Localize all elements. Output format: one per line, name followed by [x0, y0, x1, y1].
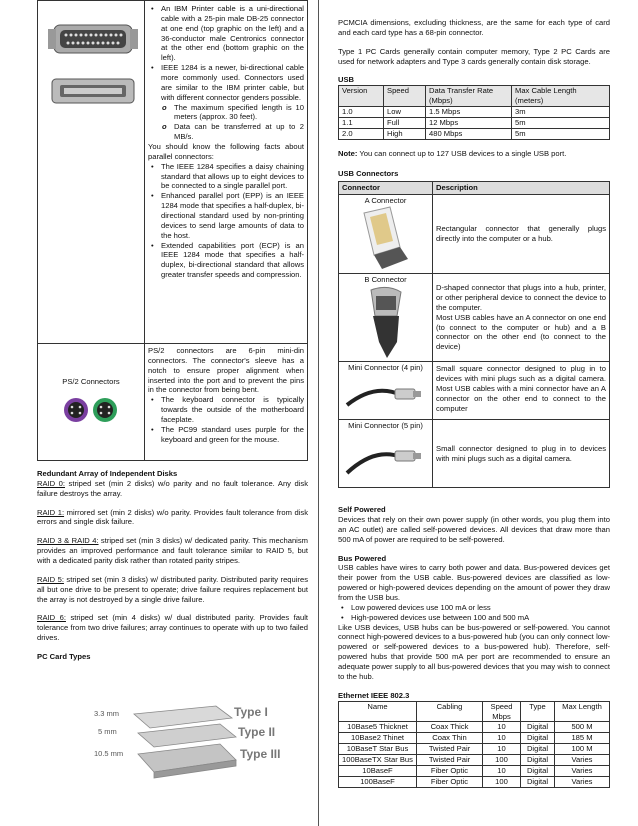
usb-title: USB	[338, 75, 355, 85]
usb-a-connector-image	[356, 207, 416, 271]
table-cell: 12 Mbps	[426, 117, 512, 128]
table-cell: 1.1	[339, 117, 384, 128]
note-text: You can connect up to 127 USB devices to a single USB port.	[357, 148, 567, 158]
table-header: Name	[339, 701, 417, 722]
table-cell: 100	[483, 776, 521, 787]
table-cell: Full	[384, 117, 426, 128]
note-label: Note:	[338, 148, 358, 158]
table-header: Cabling	[417, 701, 483, 722]
usb-mini-4pin-connector-image	[345, 375, 425, 415]
table-cell: Varies	[555, 765, 610, 776]
ps2-connector-image	[63, 396, 119, 424]
raid-text: striped set (min 2 disks) w/o parity and no fault tolerance. Any disk failure destroys the array.	[37, 478, 308, 498]
table-cell: 10	[483, 722, 521, 733]
pccard-title: PC Card Types	[37, 652, 91, 662]
ethernet-title: Ethernet IEEE 802.3	[338, 690, 410, 700]
pc-card-types-figure	[94, 702, 281, 802]
table-row	[339, 754, 610, 765]
table-cell: Digital	[521, 765, 555, 776]
connector-cell	[339, 274, 433, 362]
ethernet-section	[338, 691, 610, 788]
table-cell: Digital	[521, 722, 555, 733]
connector-cell	[339, 195, 433, 274]
raid-term: RAID 3 & RAID 4:	[37, 536, 99, 546]
bullet: • IEEE 1284 is a newer, bi-directional cable more commonly used. Connectors used are similar to the IBM printer cable, but with different connector genders possible.	[148, 63, 304, 102]
table-header: Max Cable Length (meters)	[512, 86, 610, 107]
pccard-paragraph: PCMCIA dimensions, excluding thickness, are the same for each type of card and each card type has a 68-pin connector.	[338, 18, 610, 37]
left-column	[37, 0, 308, 761]
table-row	[339, 765, 610, 776]
table-header: Description	[433, 182, 610, 195]
table-cell: Digital	[521, 754, 555, 765]
parallel-text-cell	[145, 1, 308, 344]
table-cell: Twisted Pair	[417, 754, 483, 765]
table-cell: Varies	[555, 754, 610, 765]
right-column	[338, 18, 610, 788]
centronics-connector-image	[52, 79, 134, 103]
bullet: • The keyboard connector is typically towards the outside of the motherboard faceplate.	[148, 395, 304, 425]
table-row	[339, 362, 610, 420]
raid-section	[37, 469, 308, 662]
bullet: • An IBM Printer cable is a uni-directional cable with a 25-pin male DB-25 connector at one end (top graphic on the left) and a 36-conductor male Centronics connector at the other end (bottom graphic on the left).	[148, 4, 304, 63]
table-cell: Coax Thick	[417, 722, 483, 733]
table-cell: 3m	[512, 107, 610, 118]
table-cell: 10	[483, 733, 521, 744]
table-cell: 1.0	[339, 107, 384, 118]
table-cell: 5m	[512, 117, 610, 128]
table-row	[339, 107, 610, 118]
self-powered-section	[338, 505, 610, 544]
table-cell: 480 Mbps	[426, 128, 512, 139]
raid-text: striped set (min 3 disks) w/ distributed parity. Distributed parity requires all but one drive to be present to operate; drive failure requires replacement but the array is not destroyed by a single drive failure.	[37, 574, 308, 604]
table-cell: Twisted Pair	[417, 744, 483, 755]
bullet: • The PC99 standard uses purple for the keyboard and green for the mouse.	[148, 425, 304, 445]
raid-term: RAID 6:	[37, 613, 66, 623]
table-cell: 10Base5 Thicknet	[339, 722, 417, 733]
table-cell: 10	[483, 744, 521, 755]
table-cell: Fiber Optic	[417, 765, 483, 776]
sub-bullet: o Data can be transferred at up to 2 MB/s.	[161, 122, 304, 142]
connector-cell	[339, 362, 433, 420]
table-row	[339, 776, 610, 787]
table-header: Max Length	[555, 701, 610, 722]
table-header: Version	[339, 86, 384, 107]
table-cell: 100BaseF	[339, 776, 417, 787]
table-cell: Digital	[521, 744, 555, 755]
bus-powered-text-2: Like USB devices, USB hubs can be bus-powered or self-powered. You cannot connect high-powered devices to a bus-powered hub (you can only connect low-powered or self-powered devices to a bus-powered hub). Therefore, self-powered hubs that provide 500 mA per port are recommended to ensure an adequate power supply to all bus-powered devices that you may wish to connect to the hub.	[338, 622, 610, 681]
raid-text: mirrored set (min 2 disks) w/o parity. Provides fault tolerance from disk errors and single disk failure.	[37, 507, 308, 527]
parallel-image-cell	[38, 1, 145, 344]
table-cell: High	[384, 128, 426, 139]
connector-cell	[339, 420, 433, 488]
pccard-paragraph: Type 1 PC Cards generally contain computer memory, Type 2 PC Cards are used for network adapters and Type 3 cards generally contain disk storage.	[338, 46, 610, 66]
table-cell: 2.0	[339, 128, 384, 139]
table-header: Speed	[384, 86, 426, 107]
dim-label: 3.3 mm	[94, 709, 120, 718]
table-header: Data Transfer Rate (Mbps)	[426, 86, 512, 107]
ps2-text-cell	[145, 344, 308, 461]
table-cell: 10	[483, 765, 521, 776]
table-cell: 10BaseF	[339, 765, 417, 776]
bus-powered-title: Bus Powered	[338, 553, 387, 563]
ps2-image-cell	[38, 344, 145, 461]
bullet: • High-powered devices use between 100 and 500 mA	[338, 613, 610, 623]
table-row	[339, 117, 610, 128]
table-row	[339, 195, 610, 274]
usb-table	[338, 85, 610, 139]
table-cell: 185 M	[555, 733, 610, 744]
table-row	[339, 128, 610, 139]
connector-name: A Connector	[364, 196, 407, 206]
column-divider	[318, 0, 319, 826]
table-cell: 5m	[512, 128, 610, 139]
bullet: • Enhanced parallel port (EPP) is an IEEE 1284 mode that specifies a half-duplex, bi-directional standard used by non-printing devices to send large amounts of data to the host.	[148, 191, 304, 240]
card-type-label: Type III	[240, 747, 281, 761]
table-cell: 100BaseTX Star Bus	[339, 754, 417, 765]
ps2-text: PS/2 connectors are 6-pin mini-din connectors. The connector's sleeve has a notch to ensure proper alignment when inserted into the port and to prevent the pins in the connector from being bent.	[148, 346, 304, 395]
usb-connectors-title: USB Connectors	[338, 169, 399, 179]
table-cell: Coax Thin	[417, 733, 483, 744]
bullet: • Extended capabilities port (ECP) is an IEEE 1284 mode that specifies a half-duplex, bi-directional standard that allows greater transfer speeds and compression.	[148, 241, 304, 280]
table-cell: Digital	[521, 733, 555, 744]
table-cell: 100 M	[555, 744, 610, 755]
table-cell: Low	[384, 107, 426, 118]
raid-term: RAID 0:	[37, 478, 66, 488]
table-cell: 500 M	[555, 722, 610, 733]
raid-title: Redundant Array of Independent Disks	[37, 469, 178, 478]
bullet: • Low powered devices use 100 mA or less	[338, 603, 610, 613]
usb-b-connector-image	[357, 286, 417, 360]
table-cell: 10BaseT Star Bus	[339, 744, 417, 755]
table-cell: 100	[483, 754, 521, 765]
raid-text: striped set (min 4 disks) w/ dual distributed parity. Provides fault tolerance from two drive failures; array continues to operate with up to two failed drives.	[37, 613, 308, 643]
usb-note	[338, 149, 610, 159]
bullet: • The IEEE 1284 specifies a daisy chaining standard that allows up to eight devices to be connected to a single parallel port.	[148, 162, 304, 192]
facts-intro: You should know the following facts about parallel connectors:	[148, 142, 304, 161]
card-type-label: Type I	[234, 705, 268, 719]
table-header: Type	[521, 701, 555, 722]
connector-desc: D-shaped connector that plugs into a hub, printer, or other peripheral device to connect the device to the computer. Most USB cables have an A connector on one end (to connect to the computer or hub) and a B connector on the other end (to connect to the device)	[433, 274, 610, 362]
connector-desc: Small connector designed to plug in to devices with mini plugs such as a digital camera.	[433, 420, 610, 488]
usb-mini-5pin-connector-image	[345, 433, 425, 483]
table-cell: Fiber Optic	[417, 776, 483, 787]
self-powered-title: Self Powered	[338, 505, 386, 515]
table-row	[339, 744, 610, 755]
table-cell: Varies	[555, 776, 610, 787]
connector-desc: Small square connector designed to plug in to devices with mini plugs such as a digital camera. Most USB cables with a mini connector have an A connector on the other end to connect to the computer	[433, 362, 610, 420]
dim-label: 10.5 mm	[94, 749, 124, 758]
table-cell: 1.5 Mbps	[426, 107, 512, 118]
connector-name: Mini Connector (5 pin)	[348, 421, 423, 431]
table-header: Speed Mbps	[483, 701, 521, 722]
ethernet-table	[338, 701, 610, 788]
table-row	[339, 274, 610, 362]
card-type-label: Type II	[238, 725, 276, 739]
raid-text: striped set (min 3 disks) w/ dedicated parity. This mechanism provides an improved performance and fault tolerance similar to RAID 5, but with a dedicated parity disk rather than rotated parity stripes.	[37, 536, 308, 566]
connector-name: B Connector	[364, 275, 407, 285]
table-cell: Digital	[521, 776, 555, 787]
raid-term: RAID 5:	[37, 574, 64, 584]
table-row	[339, 722, 610, 733]
connector-desc: Rectangular connector that generally plugs directly into the computer or a hub.	[433, 195, 610, 274]
dim-label: 5 mm	[98, 727, 117, 736]
table-row	[339, 733, 610, 744]
sub-bullet: o The maximum specified length is 10 meters (approx. 30 feet).	[161, 103, 304, 123]
table-header: Connector	[339, 182, 433, 195]
connector-table	[37, 0, 308, 461]
usb-connectors-table	[338, 181, 610, 488]
ps2-label: PS/2 Connectors	[62, 377, 120, 386]
bus-powered-section	[338, 554, 610, 682]
raid-term: RAID 1:	[37, 507, 65, 517]
self-powered-text: Devices that rely on their own power supply (in other words, you plug them into an AC outlet) are called self-powered devices. All devices that draw more than 500 mA of power are required to be self-powered.	[338, 515, 610, 544]
table-cell: 10Base2 Thinet	[339, 733, 417, 744]
db25-connector-image	[48, 15, 138, 135]
table-row	[339, 420, 610, 488]
bus-powered-text: USB cables have wires to carry both power and data. Bus-powered devices get their power from the USB cable. Bus-powered devices are classified as low-powered or high-powered devices depending on the amount of power they draw from the USB bus.	[338, 563, 610, 603]
connector-name: Mini Connector (4 pin)	[348, 363, 423, 373]
